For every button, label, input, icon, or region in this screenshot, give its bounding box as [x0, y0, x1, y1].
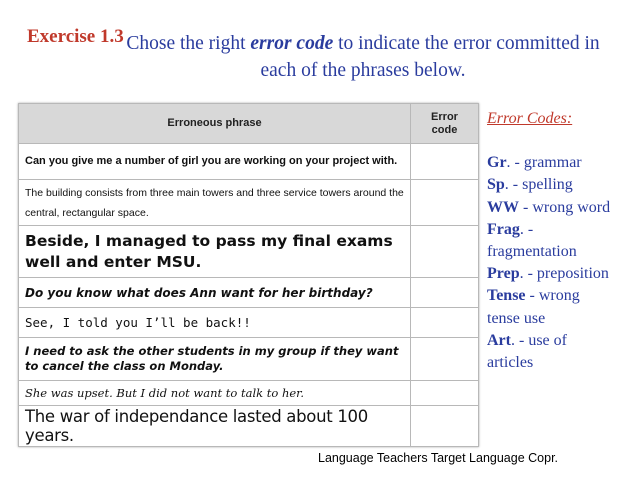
phrase-cell: Can you give me a number of girl you are working on your project with. — [19, 144, 411, 180]
table-row — [19, 308, 479, 338]
code-cell[interactable] — [411, 180, 479, 226]
error-codes-title: Error Codes: — [487, 110, 573, 127]
error-code-item — [487, 330, 615, 374]
instruction-text — [108, 30, 618, 84]
error-code-desc: . - use of articles — [487, 331, 567, 372]
error-code-item — [487, 152, 615, 174]
table-row — [19, 226, 479, 278]
instruction-post: to indicate the error committed in each of the phrases below. — [260, 33, 600, 81]
error-code-item — [487, 263, 615, 285]
footer-credit: Language Teachers Target Language Copr. — [318, 451, 559, 465]
error-codes-box — [487, 108, 615, 374]
column-header-code: Error code — [411, 104, 479, 144]
phrase-cell: I need to ask the other students in my group if they want to cancel the class on Monday. — [19, 338, 411, 381]
phrase-cell: See, I told you I’ll be back!! — [19, 308, 411, 338]
table-header-row — [19, 104, 479, 144]
exercise-table — [18, 103, 479, 447]
error-code-abbr: Prep — [487, 265, 520, 283]
error-code-desc: . - fragmentation — [487, 220, 577, 261]
error-code-abbr: WW — [487, 198, 519, 216]
code-cell[interactable] — [411, 381, 479, 406]
phrase-cell: The building consists from three main towers and three service towers around the central, rectangular space. — [19, 180, 411, 226]
table-row — [19, 338, 479, 381]
error-code-desc: - wrong tense use — [487, 287, 580, 327]
table-row — [19, 180, 479, 226]
phrase-cell: She was upset. But I did not want to talk to her. — [19, 381, 411, 406]
phrase-cell: The war of independance lasted about 100 years. — [19, 406, 411, 447]
phrase-cell: Beside, I managed to pass my final exams well and enter MSU. — [19, 226, 411, 278]
code-cell[interactable] — [411, 226, 479, 278]
error-code-desc: . - grammar — [506, 154, 582, 172]
error-code-abbr: Tense — [487, 287, 526, 305]
instruction-pre: Chose the right — [126, 33, 251, 54]
error-code-item — [487, 219, 615, 263]
spacer — [487, 130, 615, 152]
exercise-title: Exercise 1.3 — [27, 26, 124, 47]
phrase-cell: Do you know what does Ann want for her birthday? — [19, 278, 411, 308]
table-row — [19, 406, 479, 447]
table-row — [19, 278, 479, 308]
error-code-item — [487, 197, 615, 219]
error-code-item — [487, 285, 615, 329]
code-cell[interactable] — [411, 144, 479, 180]
code-cell[interactable] — [411, 308, 479, 338]
code-cell[interactable] — [411, 338, 479, 381]
code-cell[interactable] — [411, 278, 479, 308]
instruction-emphasis: error code — [250, 33, 334, 54]
error-code-abbr: Art — [487, 331, 511, 349]
error-code-desc: - wrong word — [519, 198, 611, 216]
code-cell[interactable] — [411, 406, 479, 447]
error-code-abbr: Gr — [487, 154, 507, 172]
table-row — [19, 144, 479, 180]
column-header-phrase: Erroneous phrase — [19, 104, 411, 144]
table-row — [19, 381, 479, 406]
error-code-desc: . - spelling — [504, 176, 573, 194]
error-code-abbr: Frag — [487, 220, 520, 238]
error-code-item — [487, 174, 615, 196]
error-code-abbr: Sp — [487, 176, 505, 194]
error-code-desc: . - preposition — [519, 265, 609, 283]
